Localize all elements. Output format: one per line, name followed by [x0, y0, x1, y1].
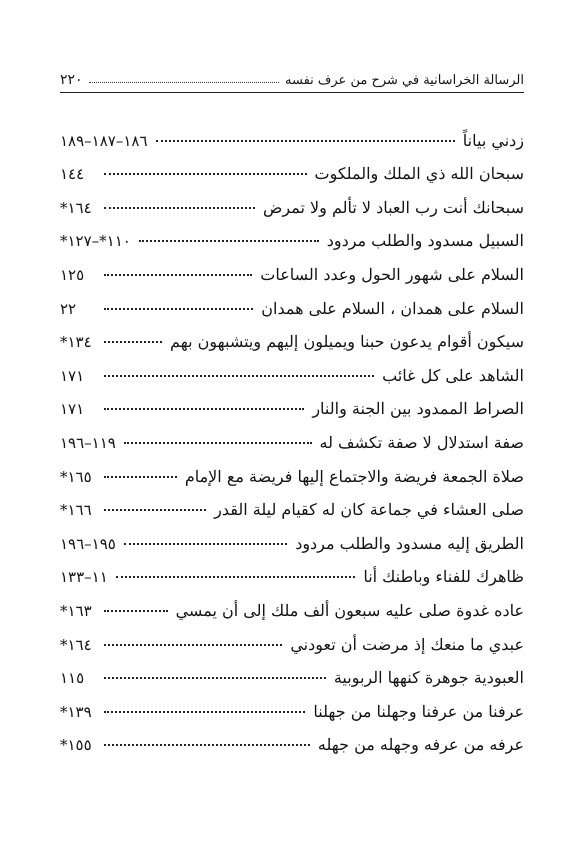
dot-leader [104, 172, 307, 175]
page-number: ٢٢٠ [60, 72, 83, 88]
index-entries [60, 116, 524, 754]
index-entry [60, 721, 524, 755]
entry-page-refs: ١٥٥* [60, 736, 92, 755]
entry-text: الصراط الممدود بين الجنة والنار [312, 399, 524, 419]
dot-leader [104, 475, 177, 478]
dot-leader [104, 273, 252, 276]
entry-page-refs: ١١–١٣٣ [60, 568, 108, 587]
dot-leader [104, 206, 255, 209]
entry-page-refs: ٢٢ [60, 299, 77, 318]
entry-text: عرفنا من عرفنا وجهلنا من جهلنا [313, 701, 524, 721]
dot-leader [139, 239, 319, 242]
entry-text: صلى العشاء في جماعة كان له كقيام ليلة القدر [214, 500, 524, 520]
entry-text: ظاهرك للفناء وباطنك أنا [363, 567, 524, 587]
entry-text: عرفه من عرفه وجهله من جهله [317, 735, 524, 755]
index-entry [60, 486, 524, 520]
index-entry [60, 351, 524, 385]
dot-leader [104, 609, 168, 612]
index-entry [60, 284, 524, 318]
index-entry [60, 183, 524, 217]
header-rule [60, 92, 524, 93]
entry-page-refs: ١٦٤* [60, 635, 92, 654]
entry-page-refs: ١٤٤ [60, 165, 85, 184]
entry-page-refs: ١٦٣* [60, 601, 92, 620]
entry-text: الشاهد على كل غائب [382, 365, 524, 385]
dot-leader [104, 743, 310, 746]
index-entry [60, 687, 524, 721]
entry-text: زدني بياناً [462, 130, 524, 150]
index-entry [60, 217, 524, 251]
entry-page-refs: ١٢٥ [60, 265, 85, 284]
entry-page-refs: ١٦٤* [60, 198, 92, 217]
entry-text: عاده غدوة صلى عليه سبعون ألف ملك إلى أن يمسي [175, 600, 524, 620]
dot-leader [116, 575, 356, 578]
entry-text: صلاة الجمعة فريضة والاجتماع إليها فريضة مع الإمام [184, 466, 524, 486]
dot-leader [124, 441, 312, 444]
dot-leader [156, 139, 455, 142]
entry-text: السبيل مسدود والطلب مردود [326, 231, 524, 251]
header-title: الرسالة الخراسانية في شرح من عرف نفسه [285, 73, 524, 88]
entry-page-refs: ١١٥ [60, 669, 85, 688]
dot-leader [104, 643, 282, 646]
entry-page-refs: ١١٠*–١٢٧* [60, 232, 131, 251]
entry-page-refs: ١٩٥–١٩٦ [60, 534, 116, 553]
entry-text: السلام على شهور الحول وعدد الساعات [260, 264, 524, 284]
entry-text: الطريق إليه مسدود والطلب مردود [295, 533, 524, 553]
entry-page-refs: ١٣٤* [60, 333, 92, 352]
entry-text: السلام على همدان ، السلام على همدان [261, 298, 524, 318]
entry-page-refs: ١١٩–١٩٦ [60, 433, 116, 452]
dot-leader [104, 374, 374, 377]
dot-leader [104, 710, 305, 713]
entry-page-refs: ١٨٦–١٨٧–١٨٩ [60, 131, 148, 150]
index-entry [60, 250, 524, 284]
entry-text: عبدي ما منعك إذ مرضت أن تعودني [290, 634, 524, 654]
dot-leader [104, 508, 206, 511]
index-entry [60, 418, 524, 452]
dot-leader [104, 407, 304, 410]
dot-leader [124, 542, 287, 545]
index-entry [60, 385, 524, 419]
running-header [60, 64, 524, 88]
entry-text: سبحانك أنت رب العباد لا تألم ولا تمرض [263, 197, 524, 217]
dot-leader [104, 307, 253, 310]
index-entry [60, 452, 524, 486]
index-entry [60, 318, 524, 352]
index-entry [60, 519, 524, 553]
index-entry [60, 654, 524, 688]
entry-page-refs: ١٧١ [60, 366, 85, 385]
index-entry [60, 116, 524, 150]
dot-leader [104, 676, 326, 679]
entry-page-refs: ١٧١ [60, 400, 85, 419]
entry-text: سيكون أقوام يدعون حبنا ويميلون إليهم ويتشبهون بهم [170, 332, 524, 352]
entry-page-refs: ١٣٩* [60, 702, 92, 721]
entry-text: صفة استدلال لا صفة تكشف له [319, 432, 524, 452]
index-entry [60, 553, 524, 587]
index-entry [60, 586, 524, 620]
entry-text: العبودية جوهرة كنهها الربوبية [333, 668, 524, 688]
entry-page-refs: ١٦٥* [60, 467, 92, 486]
index-entry [60, 620, 524, 654]
entry-text: سبحان الله ذي الملك والملكوت [314, 164, 524, 184]
entry-page-refs: ١٦٦* [60, 501, 92, 520]
header-dot-leader [89, 81, 279, 83]
dot-leader [104, 340, 162, 343]
index-entry [60, 150, 524, 184]
